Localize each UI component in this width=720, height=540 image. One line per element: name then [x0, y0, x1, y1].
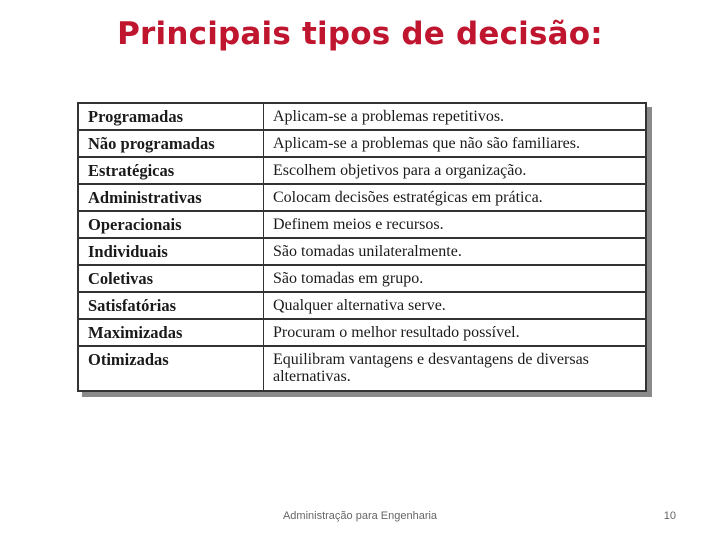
table-row — [78, 130, 646, 157]
decision-type-cell: Individuais — [78, 238, 264, 265]
decision-type-cell: Estratégicas — [78, 157, 264, 184]
table-row — [78, 103, 646, 130]
decision-type-cell: Administrativas — [78, 184, 264, 211]
decision-description-cell: Escolhem objetivos para a organização. — [264, 157, 647, 184]
table-row — [78, 184, 646, 211]
decision-description-cell: São tomadas em grupo. — [264, 265, 647, 292]
decision-description-cell: Qualquer alternativa serve. — [264, 292, 647, 319]
decision-description-cell: Colocam decisões estratégicas em prática. — [264, 184, 647, 211]
decision-type-cell: Não programadas — [78, 130, 264, 157]
table-row — [78, 346, 646, 391]
decision-type-cell: Satisfatórias — [78, 292, 264, 319]
decision-types-table-container — [77, 102, 647, 392]
decision-type-cell: Programadas — [78, 103, 264, 130]
decision-types-table — [77, 102, 647, 392]
decision-description-cell: Aplicam-se a problemas repetitivos. — [264, 103, 647, 130]
footer-text: Administração para Engenharia — [282, 510, 438, 522]
table-row — [78, 319, 646, 346]
table-row — [78, 211, 646, 238]
table-row — [78, 157, 646, 184]
decision-type-cell: Coletivas — [78, 265, 264, 292]
decision-description-cell: Equilibram vantagens e desvantagens de diversas alternativas. — [264, 346, 647, 391]
table-row — [78, 292, 646, 319]
table-row — [78, 238, 646, 265]
slide-title: Principais tipos de decisão: — [117, 16, 603, 52]
table-row — [78, 265, 646, 292]
decision-description-cell: Procuram o melhor resultado possível. — [264, 319, 647, 346]
decision-type-cell: Otimizadas — [78, 346, 264, 391]
decision-description-cell: São tomadas unilateralmente. — [264, 238, 647, 265]
decision-type-cell: Maximizadas — [78, 319, 264, 346]
decision-type-cell: Operacionais — [78, 211, 264, 238]
decision-description-cell: Definem meios e recursos. — [264, 211, 647, 238]
page-number: 10 — [663, 510, 676, 522]
decision-description-cell: Aplicam-se a problemas que não são familiares. — [264, 130, 647, 157]
